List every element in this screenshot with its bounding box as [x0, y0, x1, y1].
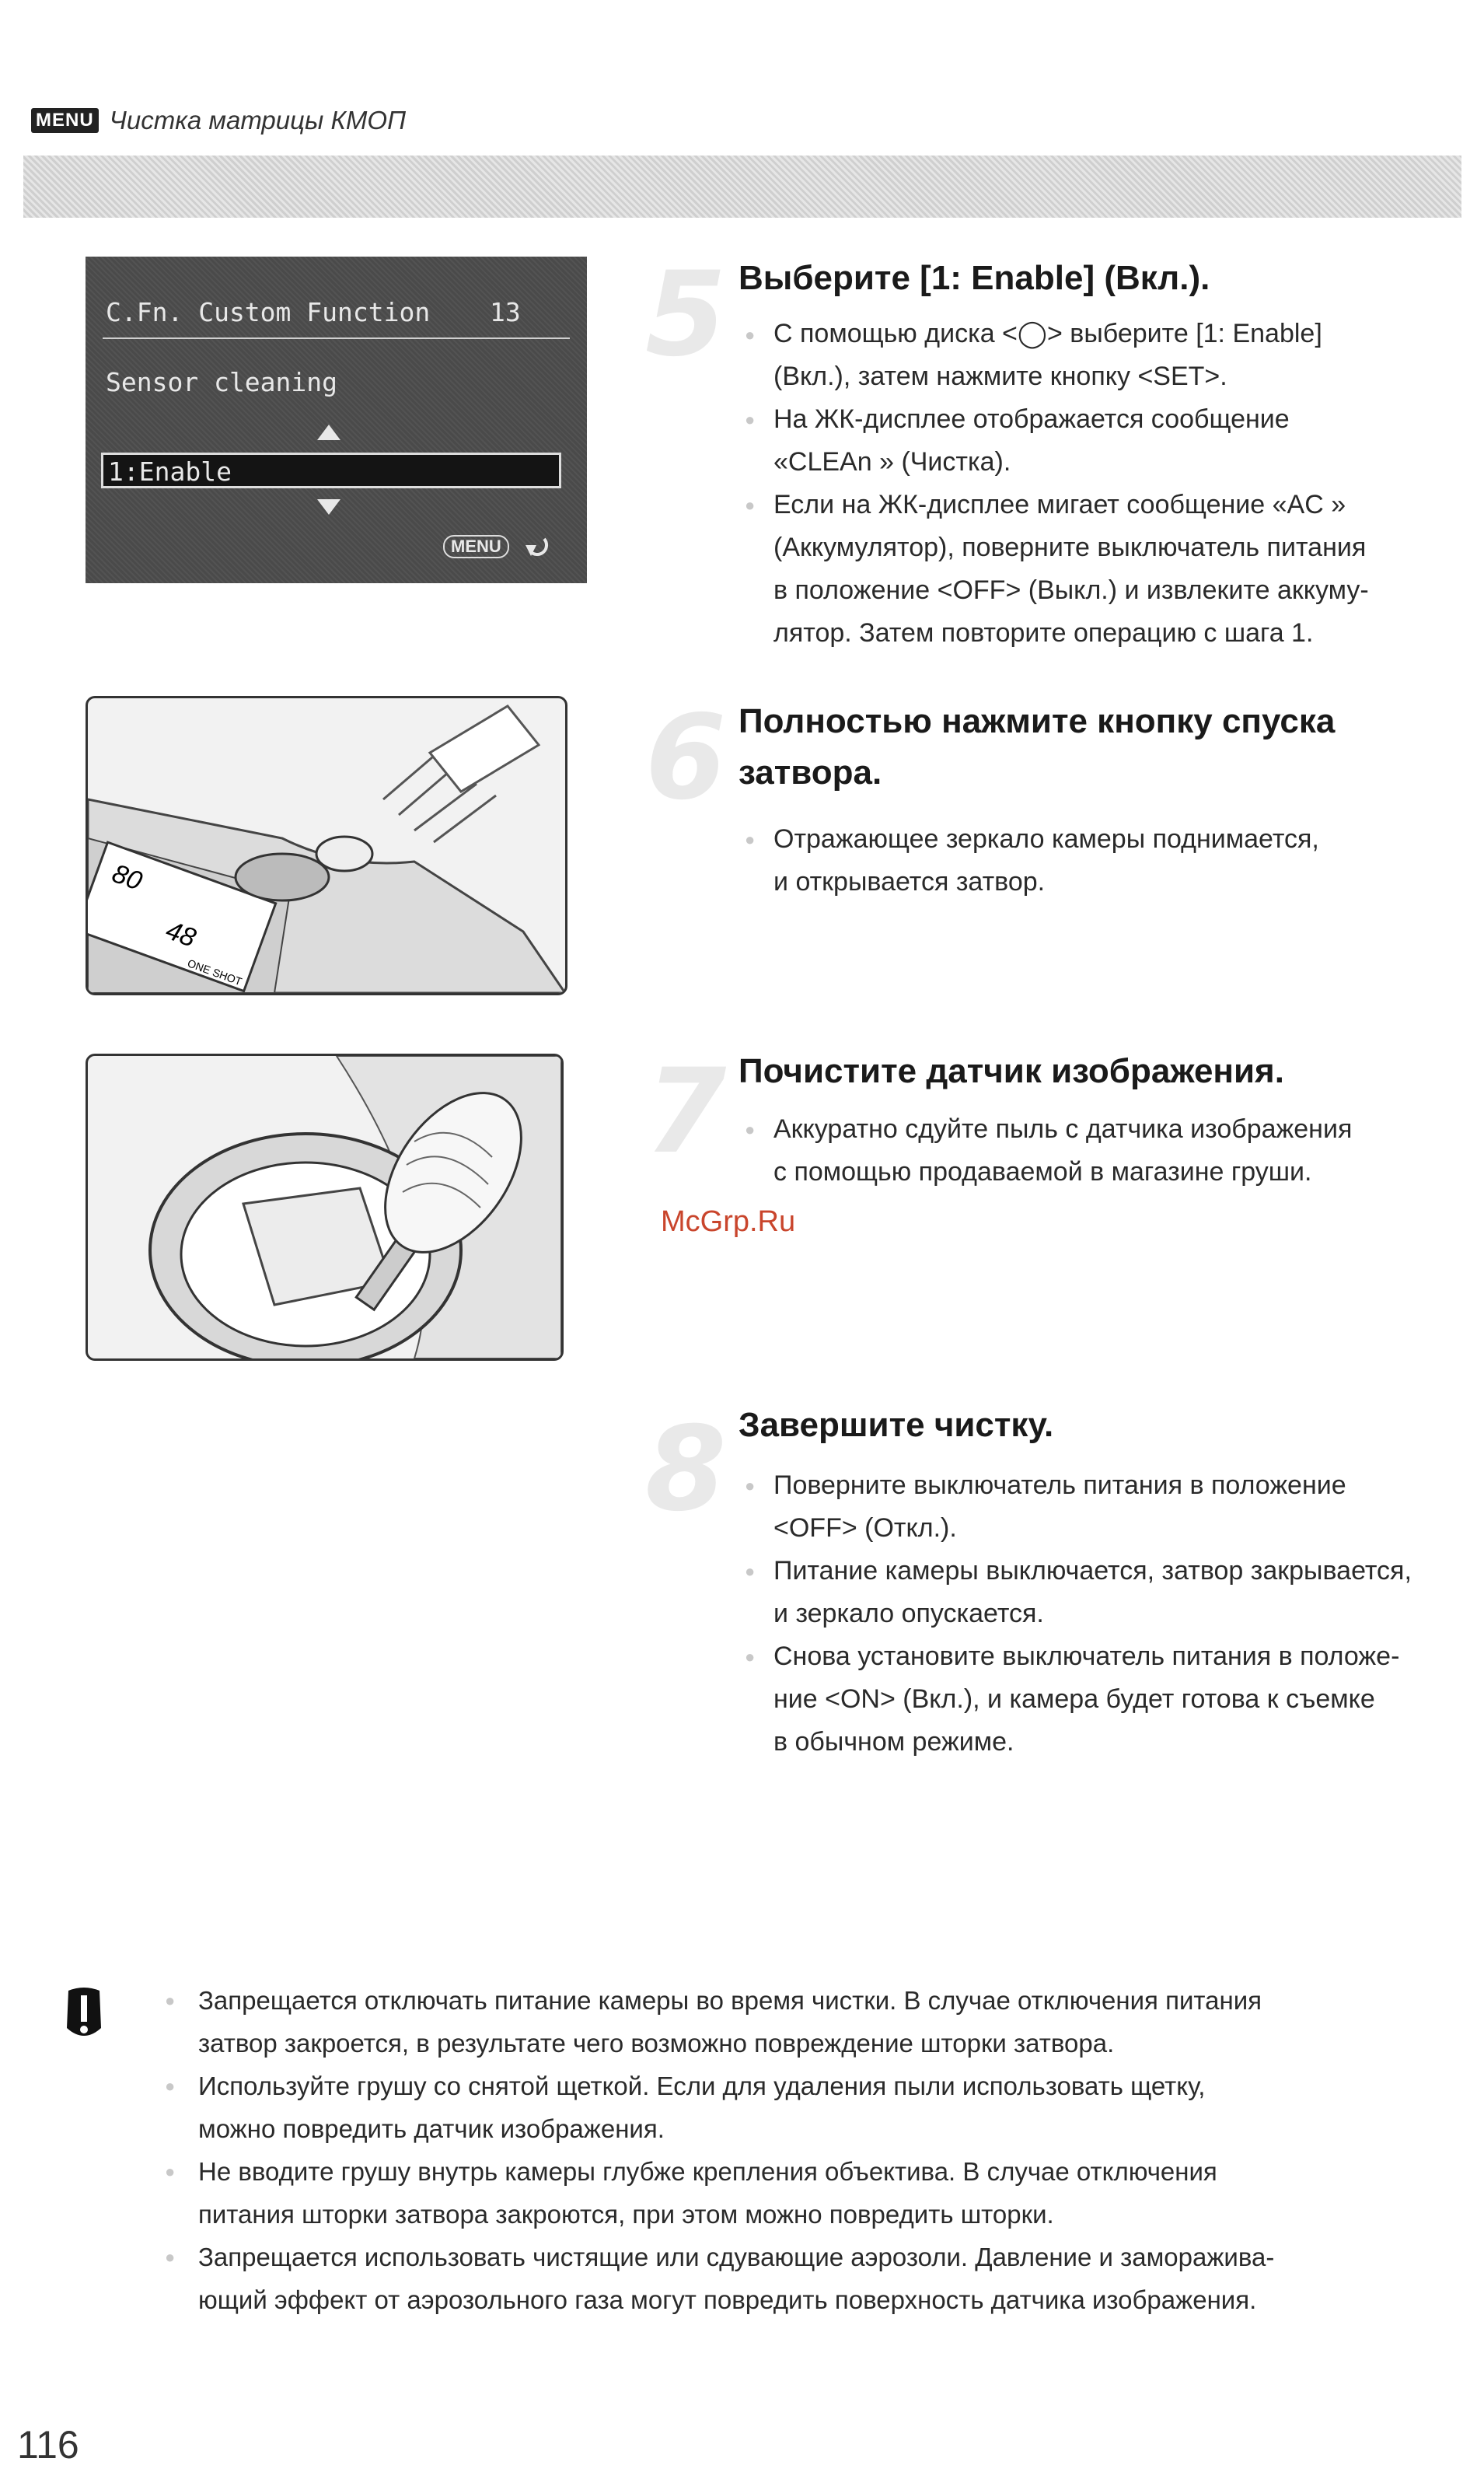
bullet-icon: ● [165, 2162, 176, 2181]
step-5-line-5: Если на ЖК-дисплее мигает сообщение «AC » [773, 490, 1346, 519]
step-5-line-2: (Вкл.), затем нажмите кнопку <SET>. [773, 362, 1227, 391]
bullet-icon: ● [745, 410, 756, 429]
step-5-line-3: На ЖК-дисплее отображается сообщение [773, 404, 1290, 434]
step-5-line-7: в положение <OFF> (Выкл.) и извлеките аккуму- [773, 575, 1369, 605]
step-8-line-4: и зеркало опускается. [773, 1599, 1044, 1628]
bullet-icon: ● [745, 1561, 756, 1581]
step-7-line-2: с помощью продаваемой в магазине груши. [773, 1157, 1312, 1187]
bullet-icon: ● [165, 2247, 176, 2267]
step-8-line-2: <OFF> (Откл.). [773, 1513, 957, 1543]
step-8-line-6: ние <ON> (Вкл.), и камера будет готова к съемке [773, 1684, 1375, 1714]
lcd-up-arrow-icon [316, 423, 342, 442]
step-8-line-7: в обычном режиме. [773, 1727, 1014, 1757]
caution-line-2: затвор закроется, в результате чего возможно повреждение шторки затвора. [198, 2029, 1115, 2058]
section-title: Чистка матрицы КМОП [109, 106, 406, 135]
bullet-icon: ● [745, 325, 756, 344]
step-5-title: Выберите [1: Enable] (Вкл.). [739, 259, 1210, 297]
lcd-divider [103, 337, 570, 339]
step-number-5: 5 [645, 247, 727, 383]
step-5-line-1: С помощью диска <◯> выберите [1: Enable] [773, 319, 1322, 348]
step-8-line-3: Питание камеры выключается, затвор закрывается, [773, 1556, 1412, 1586]
caution-line-3: Используйте грушу со снятой щеткой. Если для удаления пыли использовать щетку, [198, 2072, 1206, 2100]
lcd-item-label: Sensor cleaning [106, 367, 338, 397]
bullet-icon: ● [165, 2076, 176, 2096]
camera-lcd-value-a: 80 [108, 858, 146, 897]
step-5-line-4: «CLEAn » (Чистка). [773, 447, 1011, 477]
step-5-line-6: (Аккумулятор), поверните выключатель питания [773, 533, 1367, 562]
step-7-line-1: Аккуратно сдуйте пыль с датчика изображения [773, 1114, 1353, 1144]
step-number-7: 7 [645, 1044, 727, 1180]
sensor-cleaning-illustration [86, 1054, 564, 1361]
menu-badge: MENU [31, 108, 99, 133]
bullet-icon: ● [745, 1647, 756, 1666]
return-icon [521, 533, 555, 559]
caution-line-8: ющий эффект от аэрозольного газа могут повредить поверхность датчика изображения. [198, 2285, 1257, 2314]
step-8-line-5: Снова установите выключатель питания в положе- [773, 1642, 1400, 1671]
step-8-title: Завершите чистку. [739, 1406, 1054, 1444]
lcd-down-arrow-icon [316, 498, 342, 516]
caution-line-7: Запрещается использовать чистящие или сдувающие аэрозоли. Давление и заморажива- [198, 2243, 1275, 2271]
page-number: 116 [17, 2423, 79, 2467]
lcd-function-number: 13 [490, 297, 521, 327]
step-number-8: 8 [645, 1402, 727, 1537]
caution-icon [62, 1988, 106, 2044]
lcd-screen-image [86, 257, 587, 583]
lcd-menu-badge: MENU [443, 535, 509, 558]
header-band [23, 156, 1461, 218]
camera-top-illustration [86, 696, 567, 995]
lcd-selected-option [101, 453, 561, 488]
lcd-cfn-label: C.Fn. Custom Function [106, 297, 431, 327]
bullet-icon: ● [745, 1120, 756, 1139]
page-header [31, 105, 406, 136]
bullet-icon: ● [745, 495, 756, 515]
blower-illustration [88, 1056, 561, 1358]
step-number-6: 6 [645, 691, 727, 826]
step-6-line-1: Отражающее зеркало камеры поднимается, [773, 824, 1319, 854]
caution-line-1: Запрещается отключать питание камеры во время чистки. В случае отключения питания [198, 1986, 1262, 2015]
step-6-line-2: и открывается затвор. [773, 867, 1046, 897]
caution-line-6: питания шторки затвора закроются, при этом можно повредить шторки. [198, 2200, 1054, 2229]
lcd-option-label: 1:Enable [108, 456, 232, 487]
caution-line-5: Не вводите грушу внутрь камеры глубже крепления объектива. В случае отключения [198, 2157, 1217, 2186]
bullet-icon: ● [165, 1991, 176, 2010]
bullet-icon: ● [745, 830, 756, 849]
step-7-title: Почистите датчик изображения. [739, 1052, 1284, 1090]
step-8-line-1: Поверните выключатель питания в положение [773, 1470, 1346, 1500]
camera-lcd-mode: ONE SHOT [186, 956, 244, 988]
watermark-link[interactable]: McGrp.Ru [661, 1205, 796, 1238]
shutter-button-illustration [88, 698, 565, 993]
bullet-icon: ● [745, 1476, 756, 1495]
step-6-title-line-1: Полностью нажмите кнопку спуска [739, 702, 1336, 740]
step-6-title-line-2: затвора. [739, 753, 882, 792]
camera-lcd-value-b: 48 [162, 915, 200, 953]
caution-line-4: можно повредить датчик изображения. [198, 2114, 665, 2143]
step-5-line-8: лятор. Затем повторите операцию с шага 1. [773, 618, 1314, 648]
